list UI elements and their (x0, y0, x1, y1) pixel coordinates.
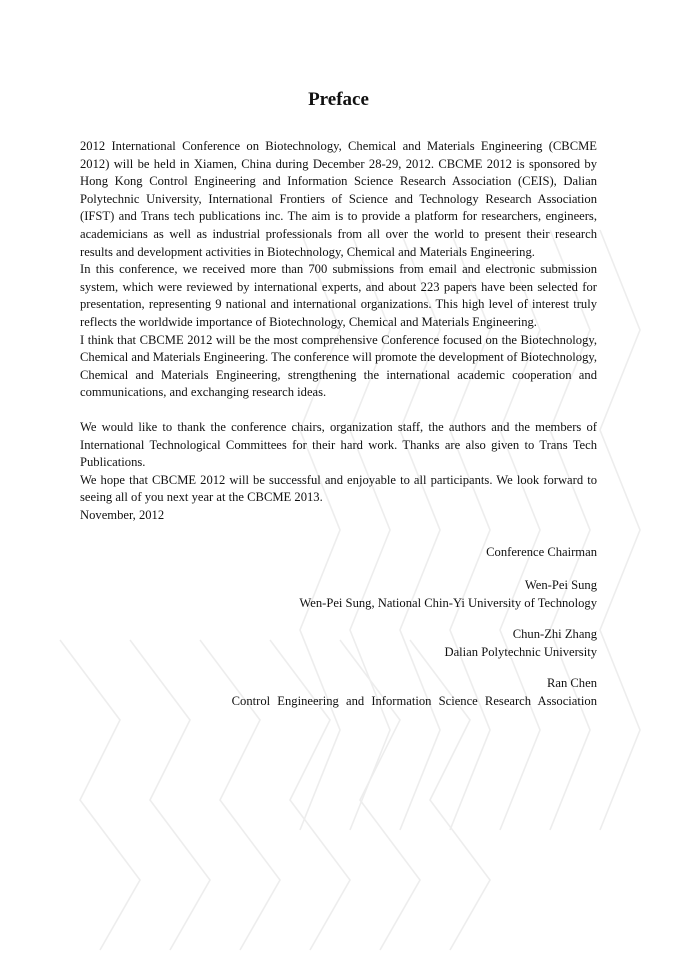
signer-name: Wen-Pei Sung (524, 578, 597, 593)
signer-3 (80, 675, 597, 710)
signer-2 (80, 626, 597, 661)
paragraph-gap (80, 402, 597, 419)
signature-block (80, 544, 597, 710)
signer-affiliation: Wen-Pei Sung, National Chin-Yi University of Technology (299, 595, 597, 610)
signer-1 (80, 577, 597, 612)
preface-page (80, 88, 597, 725)
paragraph-comprehensive: I think that CBCME 2012 will be the most comprehensive Conference focused on the Biotechnology, Chemical and Materials Engineering. The conference will promote the development of Biotechnology, Chemical and Materials Engineering, strengthening the international academic cooperation and communications, and exchanging research ideas. (80, 332, 597, 400)
paragraph-intro: 2012 International Conference on Biotechnology, Chemical and Materials Engineering (CBCME 2012) will be held in Xiamen, China during December 28-29, 2012. CBCME 2012 is sponsored by Hong Kong Control Engineering and Information Science Research Association (CEIS), Dalian Polytechnic University, International Frontiers of Science and Technology Research Association (IFST) and Trans tech publications inc. The aim is to provide a platform for researchers, engineers, academicians as well as industrial professionals from all over the world to present their research results and development activities in Biotechnology, Chemical and Materials Engineering. (80, 139, 597, 259)
paragraph-submissions: In this conference, we received more than 700 submissions from email and electronic submission system, which were reviewed by international experts, and about 223 papers have been selected for presentation, representing 9 national and international organizations. This high level of interest truly reflects the worldwide importance of Biotechnology, Chemical and Materials Engineering. (80, 262, 597, 329)
paragraph-hope: We hope that CBCME 2012 will be successful and enjoyable to all participants. We look forward to seeing all of you next year at the CBCME 2013. (80, 472, 597, 505)
signer-affiliation: Control Engineering and Information Science Research Association (231, 694, 597, 709)
signature-role: Conference Chairman (486, 545, 597, 560)
signer-name: Chun-Zhi Zhang (512, 627, 597, 642)
signer-name: Ran Chen (546, 676, 597, 691)
page-title: Preface (308, 89, 369, 110)
paragraph-thanks: We would like to thank the conference chairs, organization staff, the authors and the members of International Technological Committees for their hard work. Thanks are also given to Trans Tech Publications. (80, 419, 597, 470)
signer-affiliation: Dalian Polytechnic University (444, 644, 597, 659)
preface-date: November, 2012 (80, 507, 165, 522)
